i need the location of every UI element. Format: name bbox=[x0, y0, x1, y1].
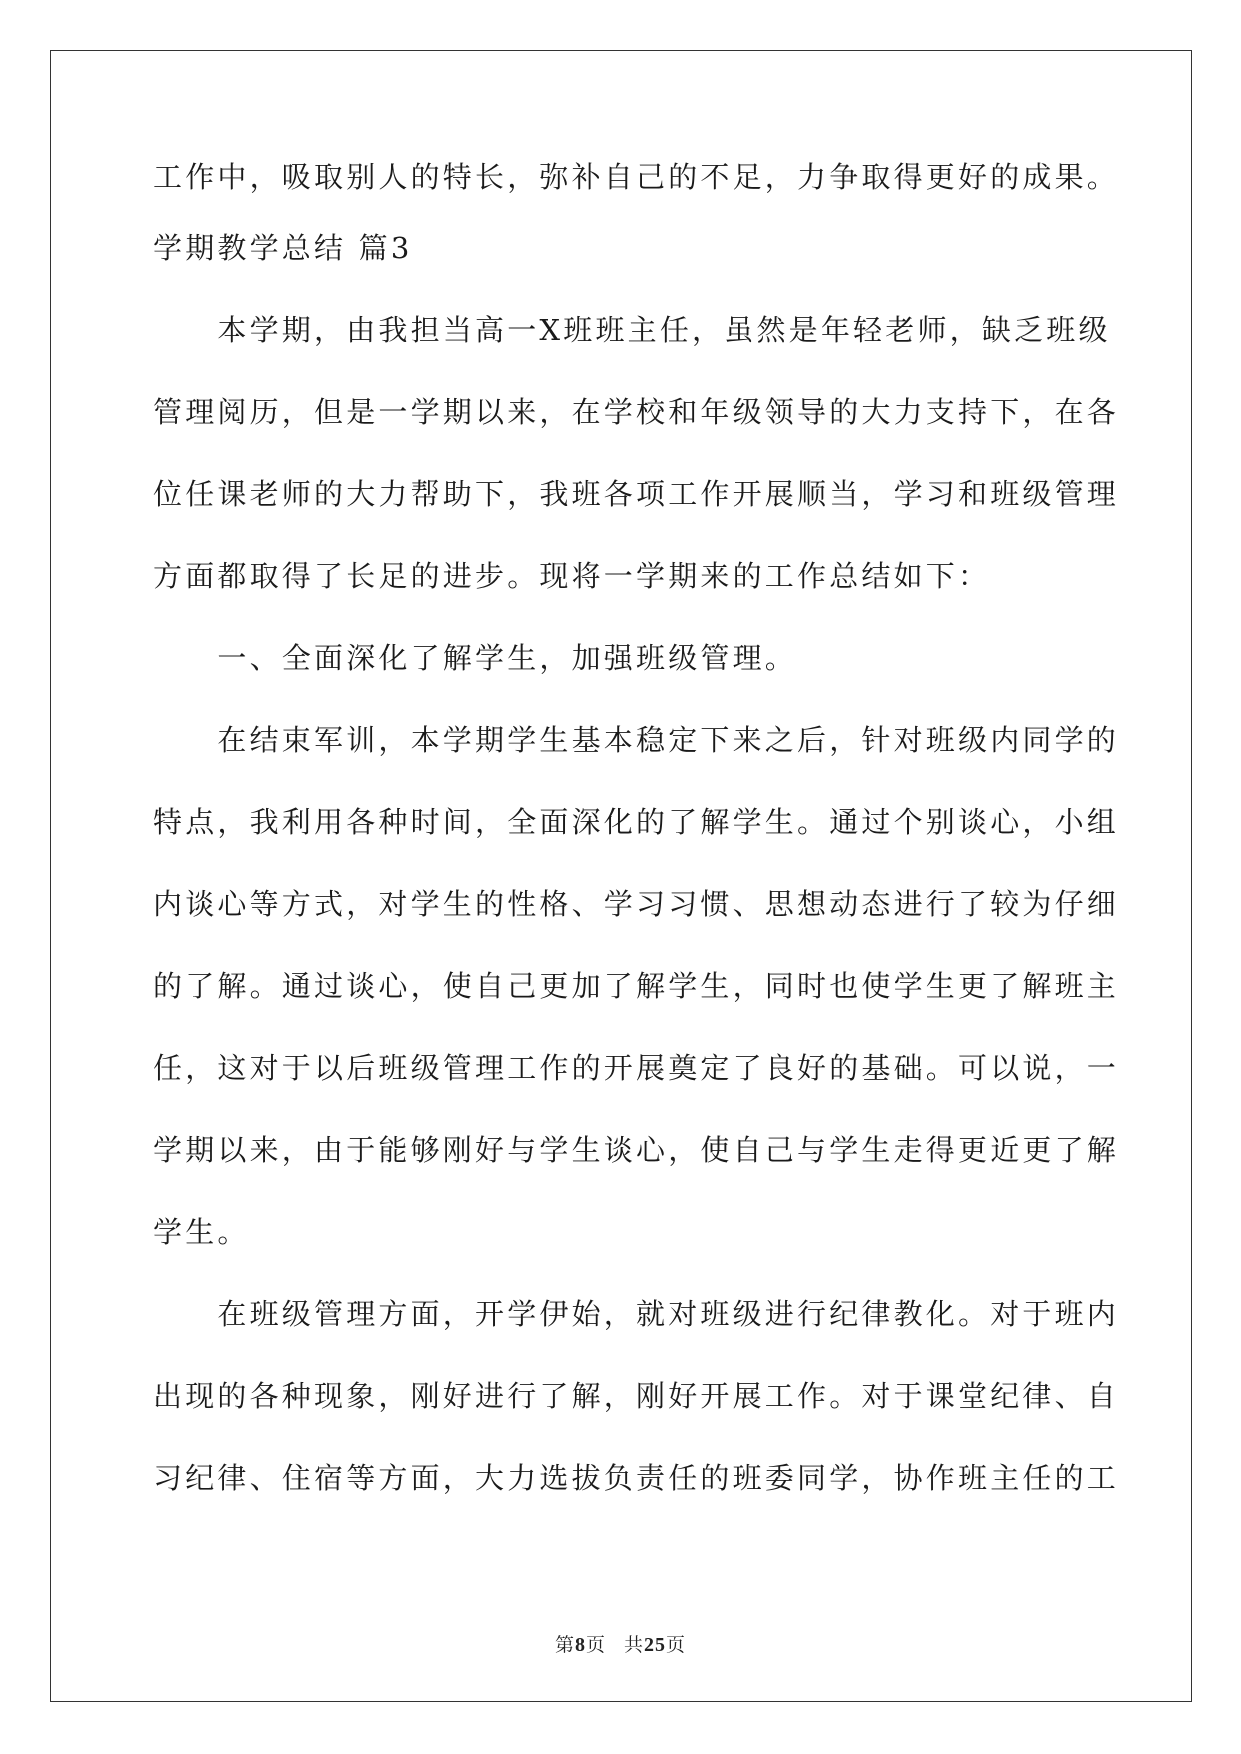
document-body bbox=[153, 160, 1120, 1543]
text-line: 在班级管理方面，开学伊始，就对班级进行纪律教化。对于班内 bbox=[153, 1297, 1120, 1331]
total-pages-number: 25 bbox=[644, 1634, 667, 1656]
text-line: 特点，我利用各种时间，全面深化的了解学生。通过个别谈心，小组 bbox=[153, 805, 1120, 839]
current-page-number: 8 bbox=[574, 1634, 586, 1656]
section-heading: 学期教学总结 篇3 bbox=[153, 231, 413, 265]
text-line: 任，这对于以后班级管理工作的开展奠定了良好的基础。可以说，一 bbox=[153, 1051, 1120, 1085]
text-line: 习纪律、住宿等方面，大力选拔负责任的班委同学，协作班主任的工 bbox=[153, 1461, 1120, 1495]
text-line: 学生。 bbox=[153, 1215, 250, 1249]
text-line: 工作中，吸取别人的特长，弥补自己的不足，力争取得更好的成果。 bbox=[153, 160, 1120, 194]
text-line: 学期以来，由于能够刚好与学生谈心，使自己与学生走得更近更了解 bbox=[153, 1133, 1120, 1167]
footer-prefix: 第 bbox=[554, 1634, 575, 1656]
footer-total-suffix: 页 bbox=[666, 1634, 687, 1656]
text-line: 本学期，由我担当高一X班班主任，虽然是年轻老师，缺乏班级 bbox=[153, 313, 1111, 347]
text-line: 的了解。通过谈心，使自己更加了解学生，同时也使学生更了解班主 bbox=[153, 969, 1120, 1003]
text-line: 在结束军训，本学期学生基本稳定下来之后，针对班级内同学的 bbox=[153, 723, 1120, 757]
text-line: 管理阅历，但是一学期以来，在学校和年级领导的大力支持下，在各 bbox=[153, 395, 1120, 429]
text-line: 位任课老师的大力帮助下，我班各项工作开展顺当，学习和班级管理 bbox=[153, 477, 1120, 511]
text-line: 内谈心等方式，对学生的性格、学习习惯、思想动态进行了较为仔细 bbox=[153, 887, 1120, 921]
text-line: 出现的各种现象，刚好进行了解，刚好开展工作。对于课堂纪律、自 bbox=[153, 1379, 1120, 1413]
subheading: 一、全面深化了解学生，加强班级管理。 bbox=[153, 641, 798, 675]
footer-total-prefix: 共 bbox=[624, 1634, 645, 1656]
footer-page-suffix: 页 bbox=[585, 1634, 606, 1656]
page-footer bbox=[0, 1630, 1241, 1657]
text-line: 方面都取得了长足的进步。现将一学期来的工作总结如下： bbox=[153, 559, 991, 593]
